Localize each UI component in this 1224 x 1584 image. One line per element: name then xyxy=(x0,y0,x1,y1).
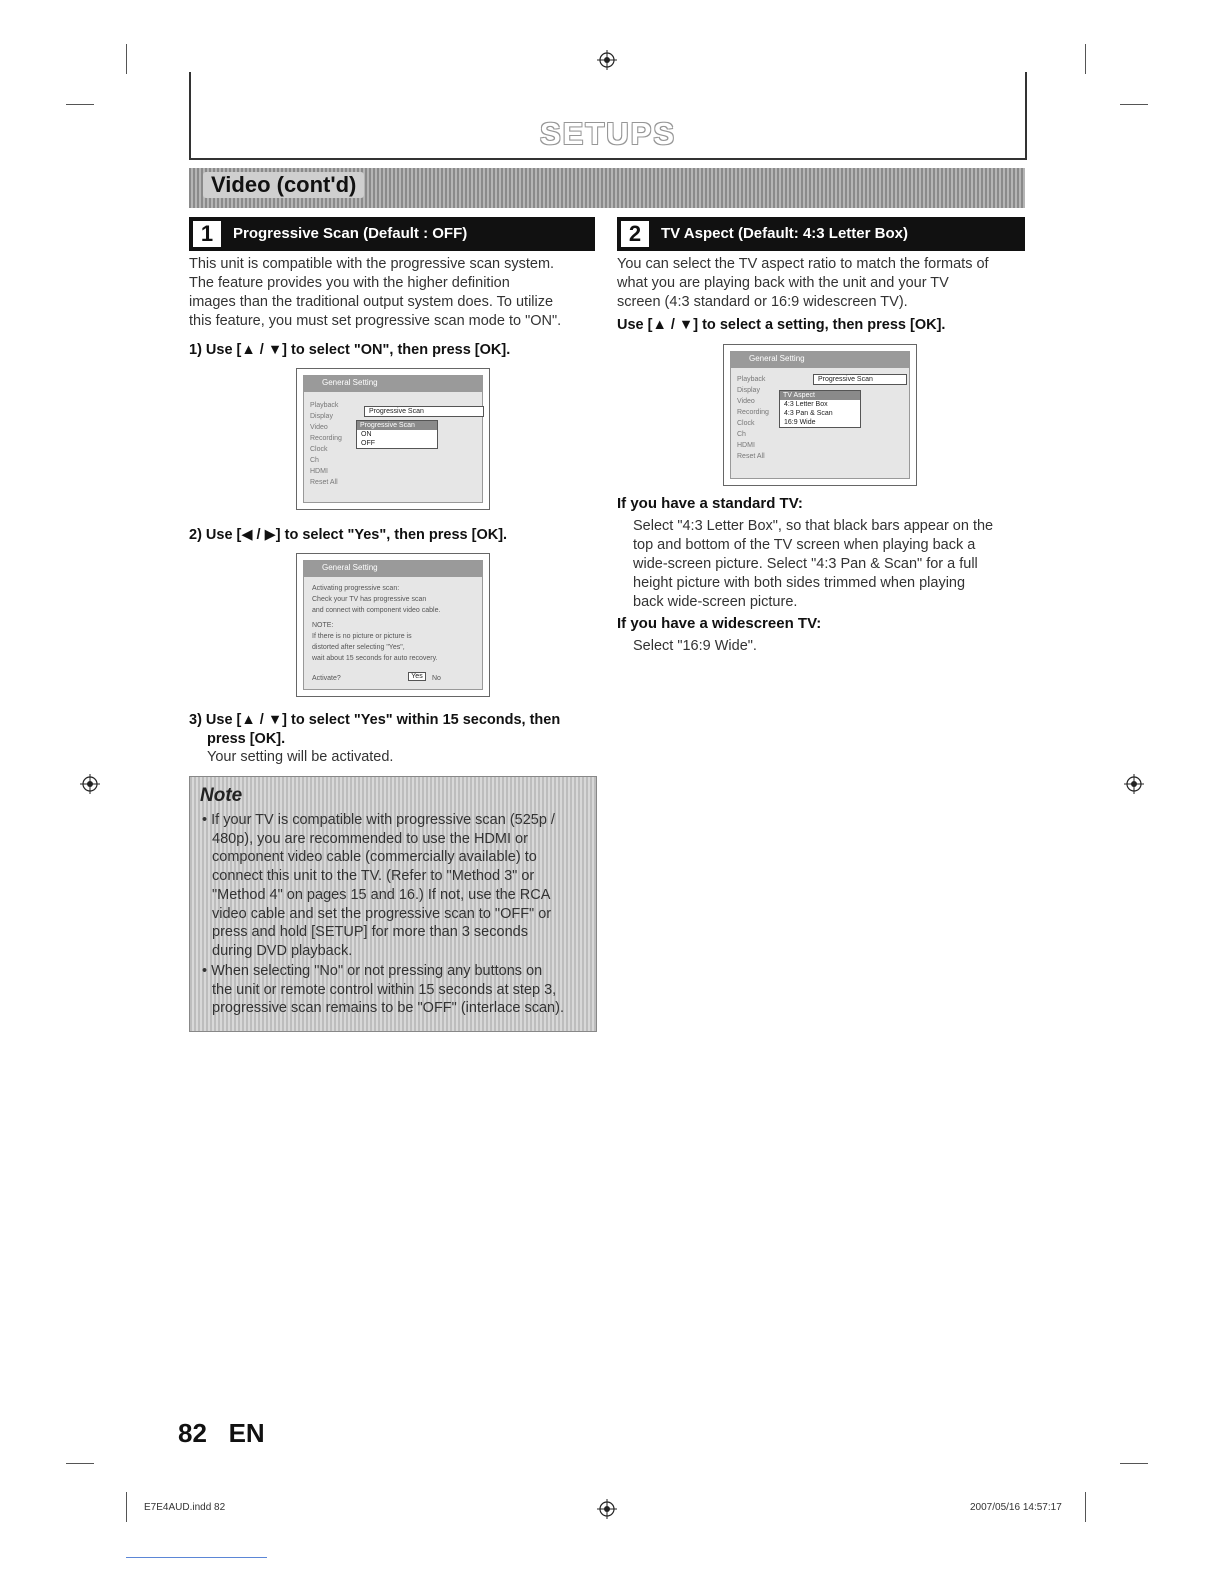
popup-option: 16:9 Wide xyxy=(784,419,816,426)
note-line: connect this unit to the TV. (Refer to "Method 3" or xyxy=(212,868,535,885)
registration-mark-icon xyxy=(597,1499,617,1519)
step2-intro-line: screen (4:3 standard or 16:9 widescreen TV). xyxy=(617,294,908,310)
menu-item: Clock xyxy=(310,446,328,453)
screen-message xyxy=(312,583,440,664)
footer-timestamp: 2007/05/16 14:57:17 xyxy=(970,1502,1062,1513)
step1-instruction-1: 1) Use [▲ / ▼] to select "ON", then press [OK]. xyxy=(189,342,511,358)
note-line: during DVD playback. xyxy=(212,942,353,959)
no-option: No xyxy=(432,675,441,682)
menu-item: Recording xyxy=(737,409,769,416)
crop-mark xyxy=(66,104,94,105)
step1-intro-line: this feature, you must set progressive scan mode to "ON". xyxy=(189,313,562,329)
screen-inner xyxy=(303,560,483,690)
standard-tv-line: Select "4:3 Letter Box", so that black bars appear on the xyxy=(633,518,994,534)
step1-intro xyxy=(189,255,599,331)
registration-mark-icon xyxy=(597,50,617,70)
note-title: Note xyxy=(200,785,243,806)
note-item-2 xyxy=(202,962,586,1018)
note-line: video cable and set the progressive scan to "OFF" or xyxy=(212,905,552,922)
standard-tv-line: top and bottom of the TV screen when playing back a xyxy=(633,537,976,553)
menu-item: Display xyxy=(737,387,760,394)
page-number xyxy=(178,1418,265,1449)
footer-underline xyxy=(126,1557,267,1558)
field-label: Progressive Scan xyxy=(818,376,873,383)
note-line: component video cable (commercially available) to xyxy=(212,849,537,866)
menu-item: Reset All xyxy=(310,479,338,486)
screen-title: General Setting xyxy=(749,354,805,363)
step2-intro-line: what you are playing back with the unit and your TV xyxy=(617,275,949,291)
crop-mark xyxy=(1085,1492,1086,1522)
message-note-label: NOTE: xyxy=(312,622,334,629)
standard-tv-line: height picture with both sides trimmed when playing xyxy=(633,575,966,591)
step1-intro-line: images than the traditional output system does. To utilize xyxy=(189,294,554,310)
screen-field xyxy=(364,406,484,417)
note-line: • When selecting "No" or not pressing any buttons on xyxy=(202,963,543,979)
step1-instruction-3-cont: press [OK]. xyxy=(207,731,286,747)
yes-option: Yes xyxy=(408,672,426,681)
menu-item: Display xyxy=(310,413,333,420)
menu-item: Recording xyxy=(310,435,342,442)
message-line: and connect with component video cable. xyxy=(312,607,441,614)
note-item-1 xyxy=(202,811,586,961)
step1-result: Your setting will be activated. xyxy=(207,749,394,765)
menu-item: Playback xyxy=(310,402,339,409)
message-line: Activating progressive scan: xyxy=(312,585,400,592)
step1-intro-line: This unit is compatible with the progressive scan system. xyxy=(189,256,555,272)
menu-item: Ch xyxy=(310,457,319,464)
screen-field xyxy=(813,374,907,385)
menu-item: Ch xyxy=(737,431,746,438)
section-title: Video (cont'd) xyxy=(203,172,364,198)
screen-title: General Setting xyxy=(322,563,378,572)
step1-intro-line: The feature provides you with the higher definition xyxy=(189,275,510,291)
note-line: • If your TV is compatible with progressive scan (525p / xyxy=(202,812,555,828)
menu-item: Playback xyxy=(737,376,766,383)
standard-tv-line: wide-screen picture. Select "4:3 Pan & Scan" for a full xyxy=(633,556,978,572)
step1-instruction-3: 3) Use [▲ / ▼] to select "Yes" within 15 seconds, then xyxy=(189,712,561,728)
screen-inner xyxy=(303,375,483,503)
screen-progressive-scan xyxy=(296,368,490,510)
page-number-value: 82 xyxy=(178,1418,207,1448)
note-line: the unit or remote control within 15 seconds at step 3, xyxy=(212,981,557,998)
step1-heading: Progressive Scan (Default : OFF) xyxy=(233,225,468,242)
screen-title-bar xyxy=(304,561,482,577)
popup-option: 4:3 Pan & Scan xyxy=(784,410,833,417)
note-line: 480p), you are recommended to use the HDMI or xyxy=(212,830,528,847)
menu-item: HDMI xyxy=(737,442,755,449)
section-bar xyxy=(189,168,1025,208)
screen-popup xyxy=(356,420,438,449)
standard-tv-text xyxy=(633,517,1033,612)
page-header xyxy=(189,72,1027,160)
screen-popup xyxy=(779,390,861,428)
screen-menu-list xyxy=(737,374,769,462)
widescreen-tv-text: Select "16:9 Wide". xyxy=(633,638,757,654)
standard-tv-line: back wide-screen picture. xyxy=(633,594,798,610)
step2-header xyxy=(617,217,1025,251)
screen-activate xyxy=(296,553,490,697)
standard-tv-heading: If you have a standard TV: xyxy=(617,495,803,512)
message-line: Check your TV has progressive scan xyxy=(312,596,427,603)
activate-prompt: Activate? xyxy=(312,675,341,682)
screen-title: General Setting xyxy=(322,378,378,387)
registration-mark-icon xyxy=(1124,774,1144,794)
screen-inner xyxy=(730,351,910,479)
step1-number: 1 xyxy=(191,219,223,249)
note-line: "Method 4" on pages 15 and 16.) If not, use the RCA xyxy=(212,886,551,903)
popup-option: ON xyxy=(361,431,372,438)
crop-mark xyxy=(66,1463,94,1464)
popup-option: OFF xyxy=(361,440,375,447)
popup-title: TV Aspect xyxy=(780,391,860,400)
widescreen-tv-heading: If you have a widescreen TV: xyxy=(617,615,822,632)
step2-instruction: Use [▲ / ▼] to select a setting, then press [OK]. xyxy=(617,317,946,333)
menu-item: Clock xyxy=(737,420,755,427)
note-line: progressive scan remains to be "OFF" (interlace scan). xyxy=(212,1000,564,1017)
message-line: If there is no picture or picture is xyxy=(312,633,412,640)
crop-mark xyxy=(126,44,127,74)
crop-mark xyxy=(126,1492,127,1522)
step2-heading: TV Aspect (Default: 4:3 Letter Box) xyxy=(661,225,908,242)
note-line: press and hold [SETUP] for more than 3 seconds xyxy=(212,924,528,941)
crop-mark xyxy=(1085,44,1086,74)
step2-intro-line: You can select the TV aspect ratio to match the formats of xyxy=(617,256,989,272)
registration-mark-icon xyxy=(80,774,100,794)
menu-item: Video xyxy=(737,398,755,405)
field-label: Progressive Scan xyxy=(369,408,424,415)
menu-item: Video xyxy=(310,424,328,431)
step2-number: 2 xyxy=(619,219,651,249)
crop-mark xyxy=(1120,1463,1148,1464)
page-language: EN xyxy=(228,1418,265,1448)
note-box xyxy=(189,776,597,1032)
screen-tv-aspect xyxy=(723,344,917,486)
crop-mark xyxy=(1120,104,1148,105)
menu-item: HDMI xyxy=(310,468,328,475)
screen-title-bar xyxy=(731,352,909,368)
screen-title-bar xyxy=(304,376,482,392)
page-title: SETUPS xyxy=(539,116,677,151)
step2-intro xyxy=(617,255,1027,312)
menu-item: Reset All xyxy=(737,453,765,460)
message-line: distorted after selecting "Yes", xyxy=(312,644,405,651)
footer-file: E7E4AUD.indd 82 xyxy=(144,1502,226,1513)
screen-menu-list xyxy=(310,400,342,488)
step1-instruction-2: 2) Use [◀ / ▶] to select "Yes", then press [OK]. xyxy=(189,527,508,543)
step1-header xyxy=(189,217,595,251)
popup-option: 4:3 Letter Box xyxy=(784,401,828,408)
message-line: wait about 15 seconds for auto recovery. xyxy=(312,655,438,662)
popup-title: Progressive Scan xyxy=(357,421,437,430)
